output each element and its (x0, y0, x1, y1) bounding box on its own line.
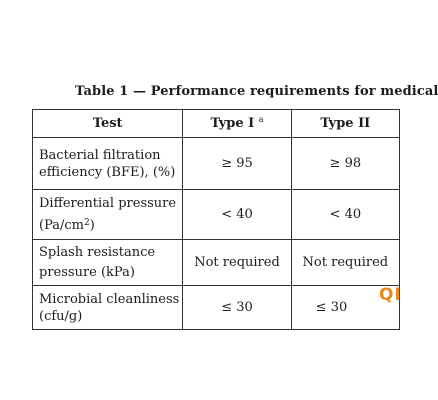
type-1-value: ≤ 30 (183, 286, 291, 330)
header-type-1 (183, 110, 291, 138)
unit-close: ) (89, 217, 95, 233)
test-name-cell (33, 240, 183, 286)
table-row (33, 240, 400, 286)
test-name-cell (33, 190, 183, 240)
type-2-value: Not required (291, 240, 399, 286)
performance-requirements-table (32, 109, 400, 330)
table-row (33, 190, 400, 240)
test-name-line2: (cfu/g) (39, 308, 83, 324)
test-name-line2: pressure (kPa) (39, 264, 135, 280)
test-name-line1: Splash resistance (39, 244, 156, 260)
table-header-row (33, 110, 400, 138)
test-name-line2: (Pa/cm (39, 217, 84, 233)
test-name-line2: efficiency (BFE), (%) (39, 164, 176, 180)
footnote-marker: a (258, 115, 264, 124)
test-name-line1: Bacterial filtration (39, 147, 161, 163)
header-type-2: Type II (291, 110, 399, 138)
test-name-cell (33, 286, 183, 330)
watermark-logo: QI (379, 285, 402, 305)
table-row (33, 286, 400, 330)
unit-superscript: 2 (83, 217, 90, 228)
table-row (33, 138, 400, 190)
header-type-1-label: Type I (210, 116, 255, 131)
test-name-line1: Microbial cleanliness (39, 291, 180, 307)
type-2-value: < 40 (291, 190, 399, 240)
type-1-value: Not required (183, 240, 291, 286)
test-name-line1: Differential pressure (39, 195, 177, 211)
type-1-value: ≥ 95 (183, 138, 291, 190)
type-1-value: < 40 (183, 190, 291, 240)
type-2-value: ≤ 30 (291, 286, 399, 330)
table-caption: Table 1 — Performance requirements for medical (75, 84, 438, 99)
header-test: Test (33, 110, 183, 138)
test-name-cell (33, 138, 183, 190)
type-2-value: ≥ 98 (291, 138, 399, 190)
